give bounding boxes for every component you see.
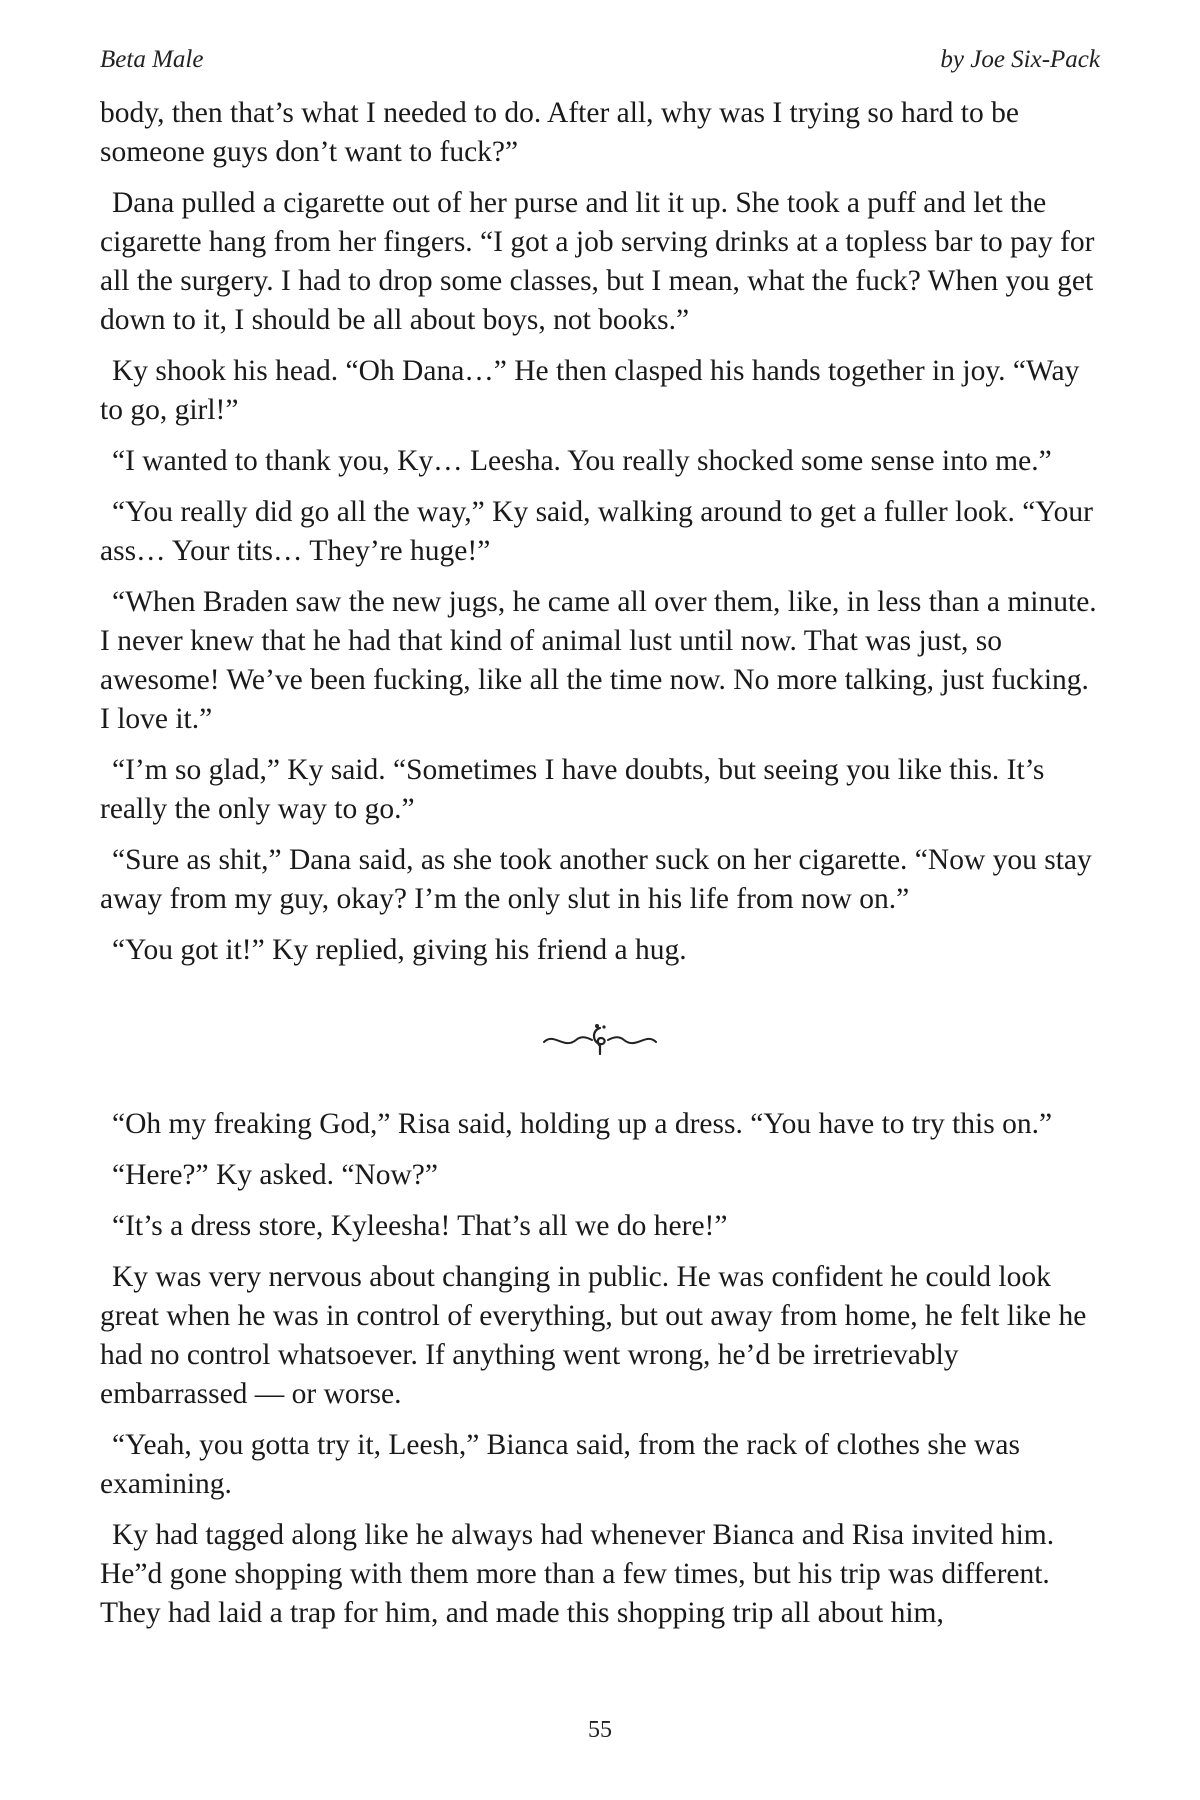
paragraph: “When Braden saw the new jugs, he came all over them, like, in less than a minute. I never knew that he had that kind of animal lust until now. That was just, so awesome! We’ve been fucking, like all the time now. No more talking, just fucking. I love it.” — [100, 586, 1097, 735]
paragraph: “It’s a dress store, Kyleesha! That’s all we do here!” — [112, 1210, 728, 1242]
paragraph: Ky shook his head. “Oh Dana…” He then clasped his hands together in joy. “Way to go, girl!” — [100, 355, 1080, 426]
paragraph: Ky was very nervous about changing in public. He was confident he could look great when he was in control of everything, but out away from home, he felt like he had no control whatsoever. If anything went wrong, he’d be irretrievably embarrassed — or worse. — [100, 1261, 1087, 1410]
paragraph: “Oh my freaking God,” Risa said, holding up a dress. “You have to try this on.” — [112, 1108, 1053, 1140]
running-header — [100, 46, 1100, 78]
paragraph: “Here?” Ky asked. “Now?” — [112, 1159, 438, 1191]
section-a-text — [100, 94, 1105, 982]
author-name: by Joe Six-Pack — [940, 46, 1100, 73]
paragraph: “You got it!” Ky replied, giving his friend a hug. — [112, 934, 687, 966]
paragraph: “Sure as shit,” Dana said, as she took another suck on her cigarette. “Now you stay away from my guy, okay? I’m the only slut in his life from now on.” — [100, 844, 1092, 915]
paragraph: “I wanted to thank you, Ky… Leesha. You really shocked some sense into me.” — [112, 445, 1052, 477]
paragraph: Ky had tagged along like he always had whenever Bianca and Risa invited him. He”d gone shopping with them more than a few times, but his trip was different. They had laid a trap for him, and made this shopping trip all about him, — [100, 1519, 1055, 1629]
paragraph: “I’m so glad,” Ky said. “Sometimes I have doubts, but seeing you like this. It’s really the only way to go.” — [100, 754, 1045, 825]
floral-divider-icon — [540, 1020, 660, 1060]
paragraph: “Yeah, you gotta try it, Leesh,” Bianca said, from the rack of clothes she was examining. — [100, 1429, 1020, 1500]
book-title: Beta Male — [100, 46, 204, 73]
paragraph: “You really did go all the way,” Ky said, walking around to get a fuller look. “Your ass… Your tits… They’re huge!” — [100, 496, 1093, 567]
section-b-text — [100, 1105, 1105, 1645]
paragraph: body, then that’s what I needed to do. After all, why was I trying so hard to be someone guys don’t want to fuck?” — [100, 97, 1019, 168]
page-number: 55 — [588, 1717, 612, 1743]
paragraph: Dana pulled a cigarette out of her purse and lit it up. She took a puff and let the cigarette hang from her fingers. “I got a job serving drinks at a topless bar to pay for all the surgery. I had to drop some classes, but I mean, what the fuck? When you get down to it, I should be all about boys, not books.” — [100, 187, 1095, 336]
